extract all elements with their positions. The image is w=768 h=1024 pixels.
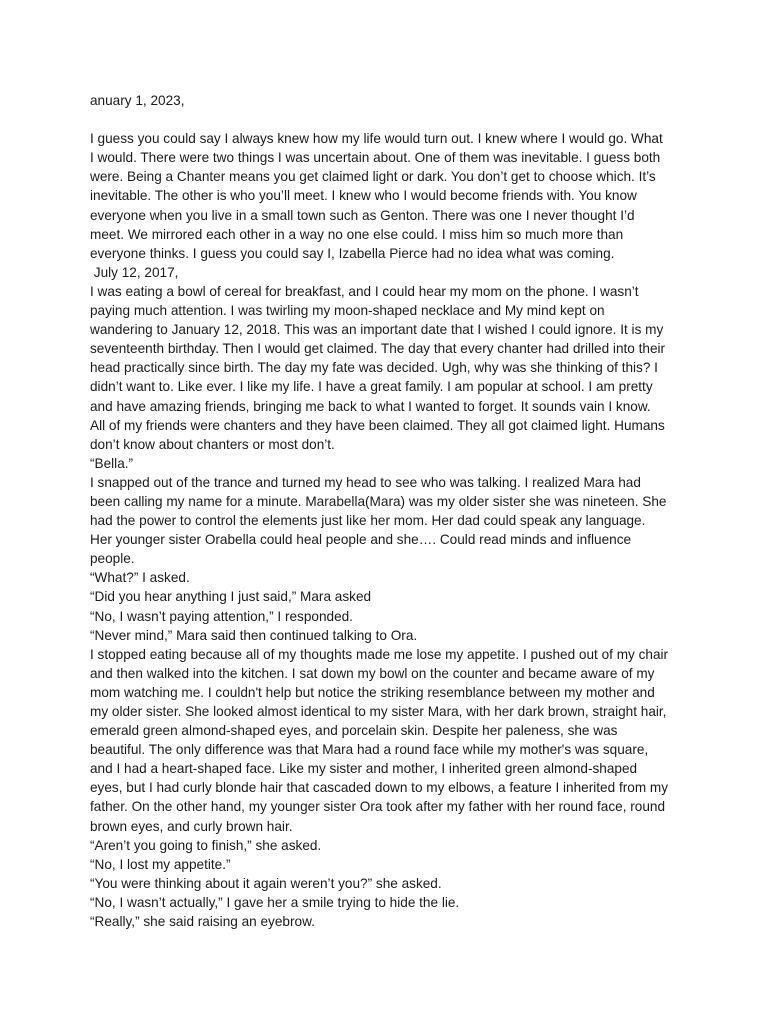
text-line: been calling my name for a minute. Marabella(Mara) was my older sister she was nineteen. She	[90, 493, 667, 509]
text-line: “No, I wasn’t paying attention,” I responded.	[90, 608, 353, 624]
text-line: “What?” I asked.	[90, 570, 190, 586]
date-heading: anuary 1, 2023,	[90, 93, 185, 108]
text-line: Her younger sister Orabella could heal people and she…. Could read minds and influence	[90, 532, 632, 548]
text-line: “No, I wasn’t actually,” I gave her a smile trying to hide the lie.	[90, 894, 460, 910]
text-line: my older sister. She looked almost identical to my sister Mara, with her dark brown, straight hair,	[90, 704, 667, 719]
text-line: seventeenth birthday. Then I would get claimed. The day that every chanter had drilled into their	[90, 341, 666, 357]
text-line: eyes, but I had curly blonde hair that cascaded down to my elbows, a feature I inherited from my	[90, 780, 669, 796]
text-line: I would. There were two things I was uncertain about. One of them was inevitable. I guess both	[90, 150, 661, 166]
text-line: “Really,” she said raising an eyebrow.	[90, 914, 315, 930]
text-line: brown eyes, and curly brown hair.	[90, 818, 293, 834]
text-line: I stopped eating because all of my thoughts made me lose my appetite. I pushed out of my chair	[90, 646, 669, 662]
text-line: people.	[90, 551, 135, 567]
chapter-date: July 12, 2017,	[90, 264, 179, 280]
text-line: I snapped out of the trance and turned my head to see who was talking. I realized Mara had	[90, 474, 641, 490]
text-line: inevitable. The other is who you’ll meet. I knew who I would become friends with. You know	[90, 188, 637, 204]
text-line: father. On the other hand, my younger sister Ora took after my father with her round face, round	[90, 799, 666, 815]
text-line: I guess you could say I always knew how my life would turn out. I knew where I would go. What	[90, 131, 663, 147]
text-line: don’t know about chanters or most don’t.	[90, 436, 335, 452]
text-line: “No, I lost my appetite.”	[90, 856, 231, 872]
chapter-body	[90, 282, 690, 931]
text-line: emerald green almond-shaped eyes, and porcelain skin. Despite her paleness, she was	[90, 723, 618, 739]
text-line: and have amazing friends, bringing me back to what I wanted to forget. It sounds vain I know.	[90, 398, 651, 414]
text-line: “You were thinking about it again weren’t you?” she asked.	[90, 875, 442, 891]
text-line: meet. We mirrored each other in a way no one else could. I miss him so much more than	[90, 226, 624, 242]
text-line: head practically since birth. The day my fate was decided. Ugh, why was she thinking of this? I	[90, 360, 658, 376]
text-line: and then walked into the kitchen. I sat down my bowl on the counter and became aware of my	[90, 665, 655, 681]
text-line: mom watching me. I couldn't help but notice the striking resemblance between my mother and	[90, 684, 655, 700]
text-line: I was eating a bowl of cereal for breakfast, and I could hear my mom on the phone. I wasn’t	[90, 283, 639, 299]
text-line: “Aren’t you going to finish,” she asked.	[90, 837, 322, 853]
text-line: “Never mind,” Mara said then continued talking to Ora.	[90, 627, 418, 643]
text-line: paying much attention. I was twirling my moon-shaped necklace and My mind kept on	[90, 303, 605, 319]
text-line: everyone when you live in a small town such as Genton. There was one I never thought I’d	[90, 207, 635, 223]
text-line: “Did you hear anything I just said,” Mara asked	[90, 589, 372, 605]
paragraph-gap	[90, 110, 690, 129]
text-line: and I had a heart-shaped face. Like my sister and mother, I inherited green almond-shaped	[90, 761, 638, 777]
text-line: were. Being a Chanter means you get claimed light or dark. You don’t get to choose which. It’s	[90, 169, 656, 185]
prologue-paragraph	[90, 129, 690, 263]
text-line: everyone thinks. I guess you could say I, Izabella Pierce had no idea what was coming.	[90, 245, 615, 261]
text-line: wandering to January 12, 2018. This was an important date that I wished I could ignore. It is my	[90, 322, 664, 338]
text-line: didn’t want to. Like ever. I like my life. I have a great family. I am popular at school. I am pretty	[90, 379, 653, 395]
document-page	[90, 91, 690, 931]
text-line: beautiful. The only difference was that Mara had a round face while my mother's was square,	[90, 742, 649, 758]
text-line: “Bella.”	[90, 455, 134, 471]
text-line: All of my friends were chanters and they have been claimed. They all got claimed light. Humans	[90, 417, 665, 433]
text-line: had the power to control the elements just like her mom. Her dad could speak any language.	[90, 513, 646, 529]
